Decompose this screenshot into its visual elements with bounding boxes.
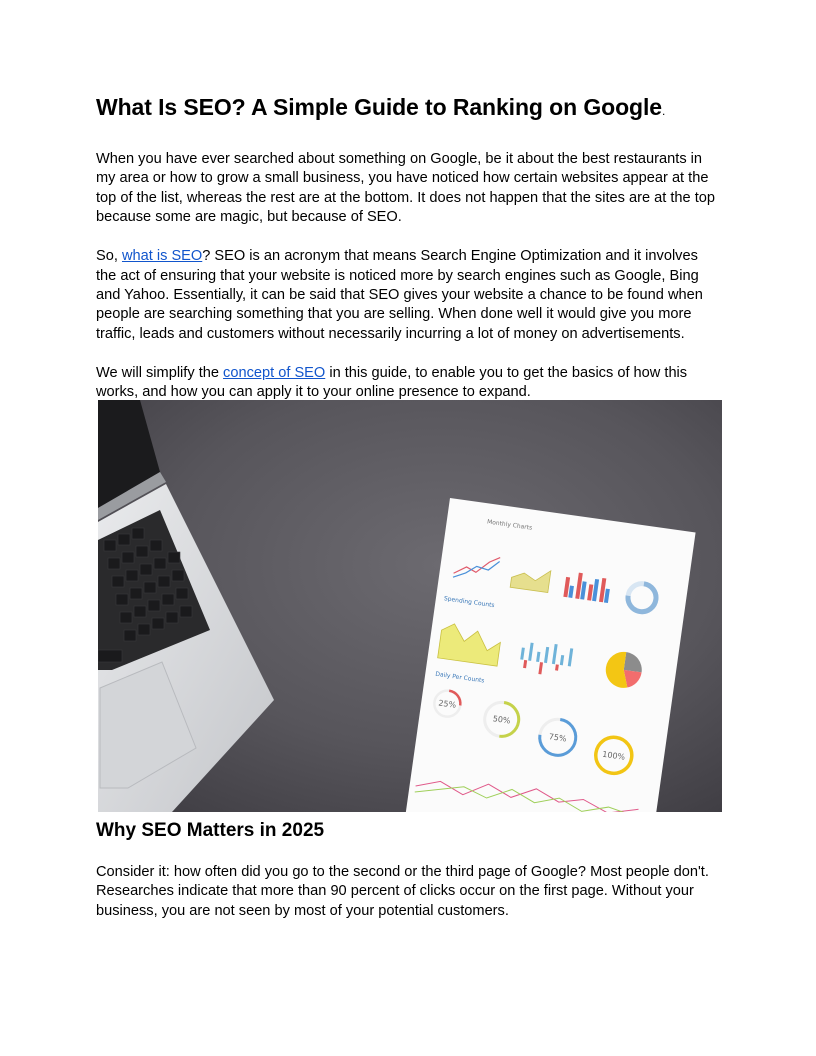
gauge-100-label: 100% <box>601 749 626 762</box>
sheet-section-2: Daily Per Counts <box>434 670 485 685</box>
what-is-seo-link[interactable]: what is SEO <box>121 248 203 265</box>
page-title: What Is SEO? A Simple Guide to Ranking on Google. <box>96 94 666 120</box>
article-body <box>96 92 722 422</box>
concept-of-seo-link[interactable]: concept of SEO <box>223 364 326 381</box>
section-body <box>96 863 722 941</box>
paragraph-what-is-seo: So, what is SEO? SEO is an acronym that means Search Engine Optimization and it involves the act of ensuring that your website is noticed more by search engines such as Google, Bing and Yahoo. Essentially, it can be said that SEO gives your website a chance to be found when people are searching something that you are selling. When done well it would give you more traffic, leads and customers without necessarily incurring a lot of money on advertisements. <box>96 248 703 342</box>
section-heading: Why SEO Matters in 2025 <box>96 820 325 841</box>
hero-photo-laptop-charts <box>98 400 722 812</box>
section-paragraph: Consider it: how often did you go to the second or the third page of Google? Most people don't. Researches indicate that more than 90 percent of clicks occur on the first page. Without your business, you are not seen by most of your potential customers. <box>96 864 709 919</box>
gauge-75-label: 75% <box>548 732 568 744</box>
paragraph-concept: We will simplify the concept of SEO in this guide, to enable you to get the basics of how this works, and how you can apply it to your online presence to expand. <box>96 364 688 401</box>
sheet-section-1: Spending Counts <box>443 595 495 610</box>
sheet-title: Monthly Charts <box>486 518 533 532</box>
chart-sheet <box>406 498 696 812</box>
intro-paragraph: When you have ever searched about something on Google, be it about the best restaurants in my area or how to grow a small business, you have noticed how certain websites appear at the top of the list, whereas the rest are at the bottom. It does not happen that the sites are at the top because some are magic, but because of SEO. <box>96 151 715 226</box>
gauge-50-label: 50% <box>492 714 512 726</box>
gauge-25-label: 25% <box>437 698 457 710</box>
